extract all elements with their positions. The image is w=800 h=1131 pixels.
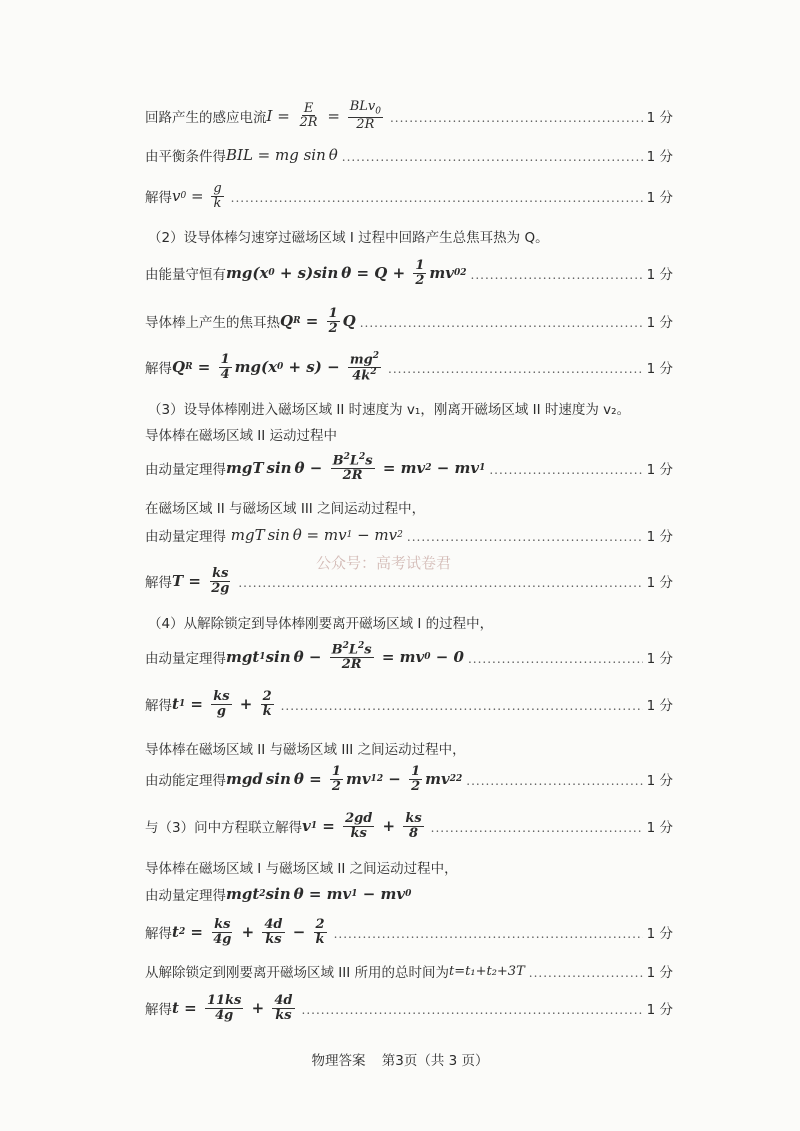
- footer-page-number: 第3页（共 3 页）: [381, 1053, 489, 1069]
- answer-line-23: 从解除锁定到刚要离开磁场区域 III 所用的总时间为 t=t₁+t₂+3T ..... 1 分: [145, 955, 673, 987]
- answer-line-7: 解得 Q R = $\frac{1}{4}$ mg(x 0 + s) − $\frac{mg^2}{4k^2}$ ..... 1 分: [145, 351, 673, 383]
- answer-line-17: 导体棒在磁场区域 II 与磁场区域 III 之间运动过程中，: [145, 742, 466, 758]
- answer-line-13: 解得 T = $\frac{ks}{2g}$ ..... 1 分: [145, 565, 673, 597]
- answer-line-22: 解得 t 2 = $\frac{ks}{4g}$ + $\frac{4d}{ks}$ − $\frac{2}{k}$ ..... 1 分: [145, 916, 673, 948]
- answer-line-20: 导体棒在磁场区域 I 与磁场区域 II 之间运动过程中，: [145, 861, 458, 877]
- formula-equilibrium: BIL = mg sin θ: [226, 146, 338, 164]
- section-2-heading: （2）设导体棒匀速穿过磁场区域 I 过程中回路产生总焦耳热为 Q。: [148, 230, 549, 246]
- answer-line-12: 由动量定理得 mgT sin θ = mv 1 − mv 2 ..... 1 分: [145, 519, 673, 551]
- answer-line-21: 由动量定理得 mgt 2 sin θ = mv 1 − mv 0: [145, 885, 412, 904]
- formula-current: I = $\frac{E}{2R}$ = $\frac{BLv_0}{2R}$: [266, 99, 381, 133]
- answer-line-2: 由平衡条件得 BIL = mg sin θ ..... 1 分: [145, 139, 673, 171]
- answer-line-9: 导体棒在磁场区域 II 运动过程中: [145, 428, 338, 444]
- answer-line-3: 解得 v 0 = $\frac{g}{k}$ ..... 1 分: [145, 180, 673, 212]
- answer-line-19: 与（3）问中方程联立解得 v 1 = $\frac{2gd}{ks}$ + $\frac{ks}{8}$ ..... 1 分: [145, 810, 673, 842]
- answer-line-1: 回路产生的感应电流 I = $\frac{E}{2R}$ = $\frac{BLv_0}{2R}$ ..... 1 分: [145, 100, 673, 132]
- answer-line-15: 由动量定理得 mgt 1 sin θ − $\frac{B^2L^2s}{2R}$ = mv 0 − 0 ..... 1 分: [145, 641, 673, 673]
- footer-subject: 物理答案: [311, 1053, 366, 1069]
- watermark: 公众号：高考试卷君: [316, 554, 452, 572]
- score: 1 分: [646, 110, 673, 126]
- section-3-heading: （3）设导体棒刚进入磁场区域 II 时速度为 v₁，刚离开磁场区域 II 时速度为 v₂。: [148, 402, 631, 418]
- answer-line-6: 导体棒上产生的焦耳热 Q R = $\frac{1}{2}$ Q ..... 1 分: [145, 305, 673, 337]
- answer-line-11: 在磁场区域 II 与磁场区域 III 之间运动过程中，: [145, 501, 426, 517]
- answer-line-5: 由能量守恒有 mg(x 0 + s)sin θ = Q + $\frac{1}{2}$ mv 0 2 ..... 1 分: [145, 257, 673, 289]
- answer-line-10: 由动量定理得 mgT sin θ − $\frac{B^2L^2s}{2R}$ = mv 2 − mv 1 ..... 1 分: [145, 452, 673, 484]
- answer-line-24: 解得 t = $\frac{11ks}{4g}$ + $\frac{4d}{ks}$ ..... 1 分: [145, 992, 673, 1024]
- answer-line-16: 解得 t 1 = $\frac{ks}{g}$ + $\frac{2}{k}$ ..... 1 分: [145, 688, 673, 720]
- section-4-heading: （4）从解除锁定到导体棒刚要离开磁场区域 I 的过程中，: [148, 616, 494, 632]
- answer-line-18: 由动能定理得 mgd sin θ = $\frac{1}{2}$ mv 1 2 − $\frac{1}{2}$ mv 2 2 ..... 1 分: [145, 763, 673, 795]
- page-footer: [0, 1049, 800, 1069]
